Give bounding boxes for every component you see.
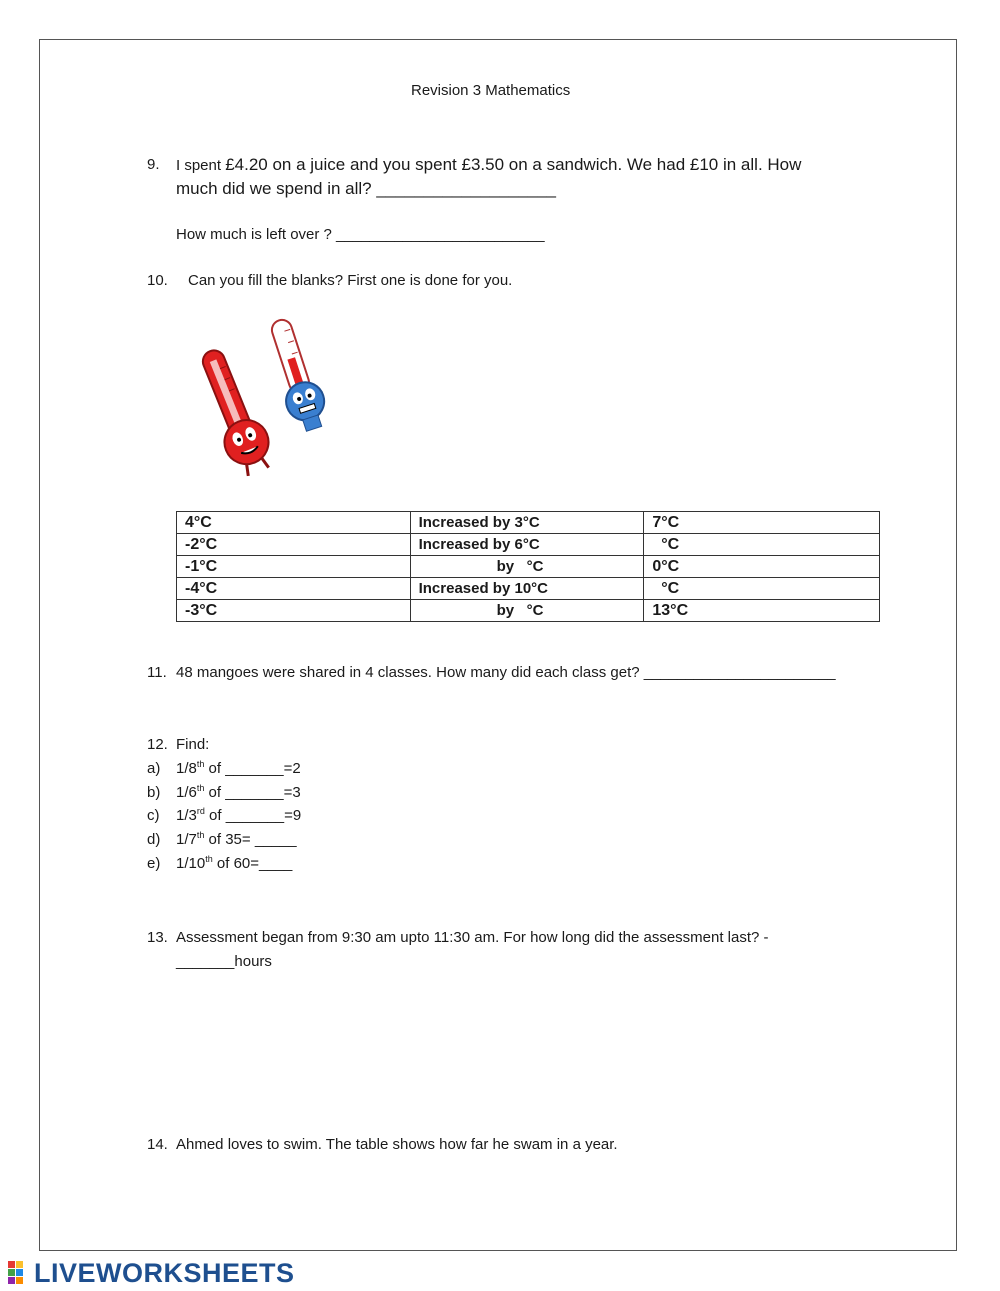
table-cell-change: Increased by 10°C: [410, 578, 644, 600]
table-cell-change: Increased by 3°C: [410, 512, 644, 534]
q12-item-b-label: b): [147, 784, 161, 801]
q9-number: 9.: [147, 156, 160, 173]
q9-lead: I spent: [176, 157, 226, 174]
q12-text: Find:: [176, 736, 210, 753]
table-cell-start: -2°C: [177, 534, 411, 556]
table-cell-start: -3°C: [177, 600, 411, 622]
q11-text: 48 mangoes were shared in 4 classes. How many did each class get? _______________________: [176, 664, 836, 681]
table-row: [177, 534, 880, 556]
worksheet-page: [39, 39, 957, 1251]
q10-number: 10.: [147, 272, 168, 289]
table-cell-start: 4°C: [177, 512, 411, 534]
q12-item-d: 1/7th of 35= _____: [176, 830, 297, 848]
liveworksheets-logo[interactable]: [8, 1258, 295, 1288]
table-cell-start: -1°C: [177, 556, 411, 578]
q10-text: Can you fill the blanks? First one is done for you.: [188, 272, 513, 289]
q12-item-c: 1/3rd of _______=9: [176, 806, 302, 824]
blue-thermometer-icon: [261, 315, 332, 435]
q12-item-e-label: e): [147, 855, 161, 872]
q9-line2: much did we spend in all? ___________________: [176, 179, 556, 198]
q9-text: £4.20 on a juice and you spent £3.50 on a sandwich. We had £10 in all. How: [225, 155, 802, 174]
table-cell-result: 7°C: [644, 512, 880, 534]
q13-line2: _______hours: [176, 953, 272, 970]
q12-item-c-label: c): [147, 807, 160, 824]
table-cell-change: by °C: [410, 600, 644, 622]
q12-item-a-label: a): [147, 760, 161, 777]
table-cell-change: by °C: [410, 556, 644, 578]
q9-sub: How much is left over ? _________________________: [176, 226, 545, 243]
table-cell-result: °C: [644, 534, 880, 556]
liveworksheets-logo-icon: [8, 1261, 32, 1285]
red-thermometer-icon: [189, 343, 278, 480]
q9-line1: [176, 155, 801, 175]
q12-number: 12.: [147, 736, 168, 753]
table-cell-result: 0°C: [644, 556, 880, 578]
q12-item-a: 1/8th of _______=2: [176, 759, 301, 777]
temperature-table: [176, 511, 880, 622]
table-row: [177, 600, 880, 622]
table-row: [177, 578, 880, 600]
table-cell-change: Increased by 6°C: [410, 534, 644, 556]
q14-number: 14.: [147, 1136, 168, 1153]
table-cell-result: °C: [644, 578, 880, 600]
q12-item-d-label: d): [147, 831, 161, 848]
table-cell-result: 13°C: [644, 600, 880, 622]
q14-text: Ahmed loves to swim. The table shows how far he swam in a year.: [176, 1136, 618, 1153]
thermometer-illustration: [185, 305, 365, 480]
q13-line1: Assessment began from 9:30 am upto 11:30 am. For how long did the assessment last? -: [176, 929, 769, 946]
table-row: [177, 556, 880, 578]
q12-item-b: 1/6th of _______=3: [176, 783, 301, 801]
q11-number: 11.: [147, 664, 167, 681]
q13-number: 13.: [147, 929, 168, 946]
table-row: [177, 512, 880, 534]
brand-name: LIVEWORKSHEETS: [34, 1257, 295, 1288]
q12-item-e: 1/10th of 60=____: [176, 854, 293, 872]
table-cell-start: -4°C: [177, 578, 411, 600]
page-title: Revision 3 Mathematics: [411, 82, 571, 99]
